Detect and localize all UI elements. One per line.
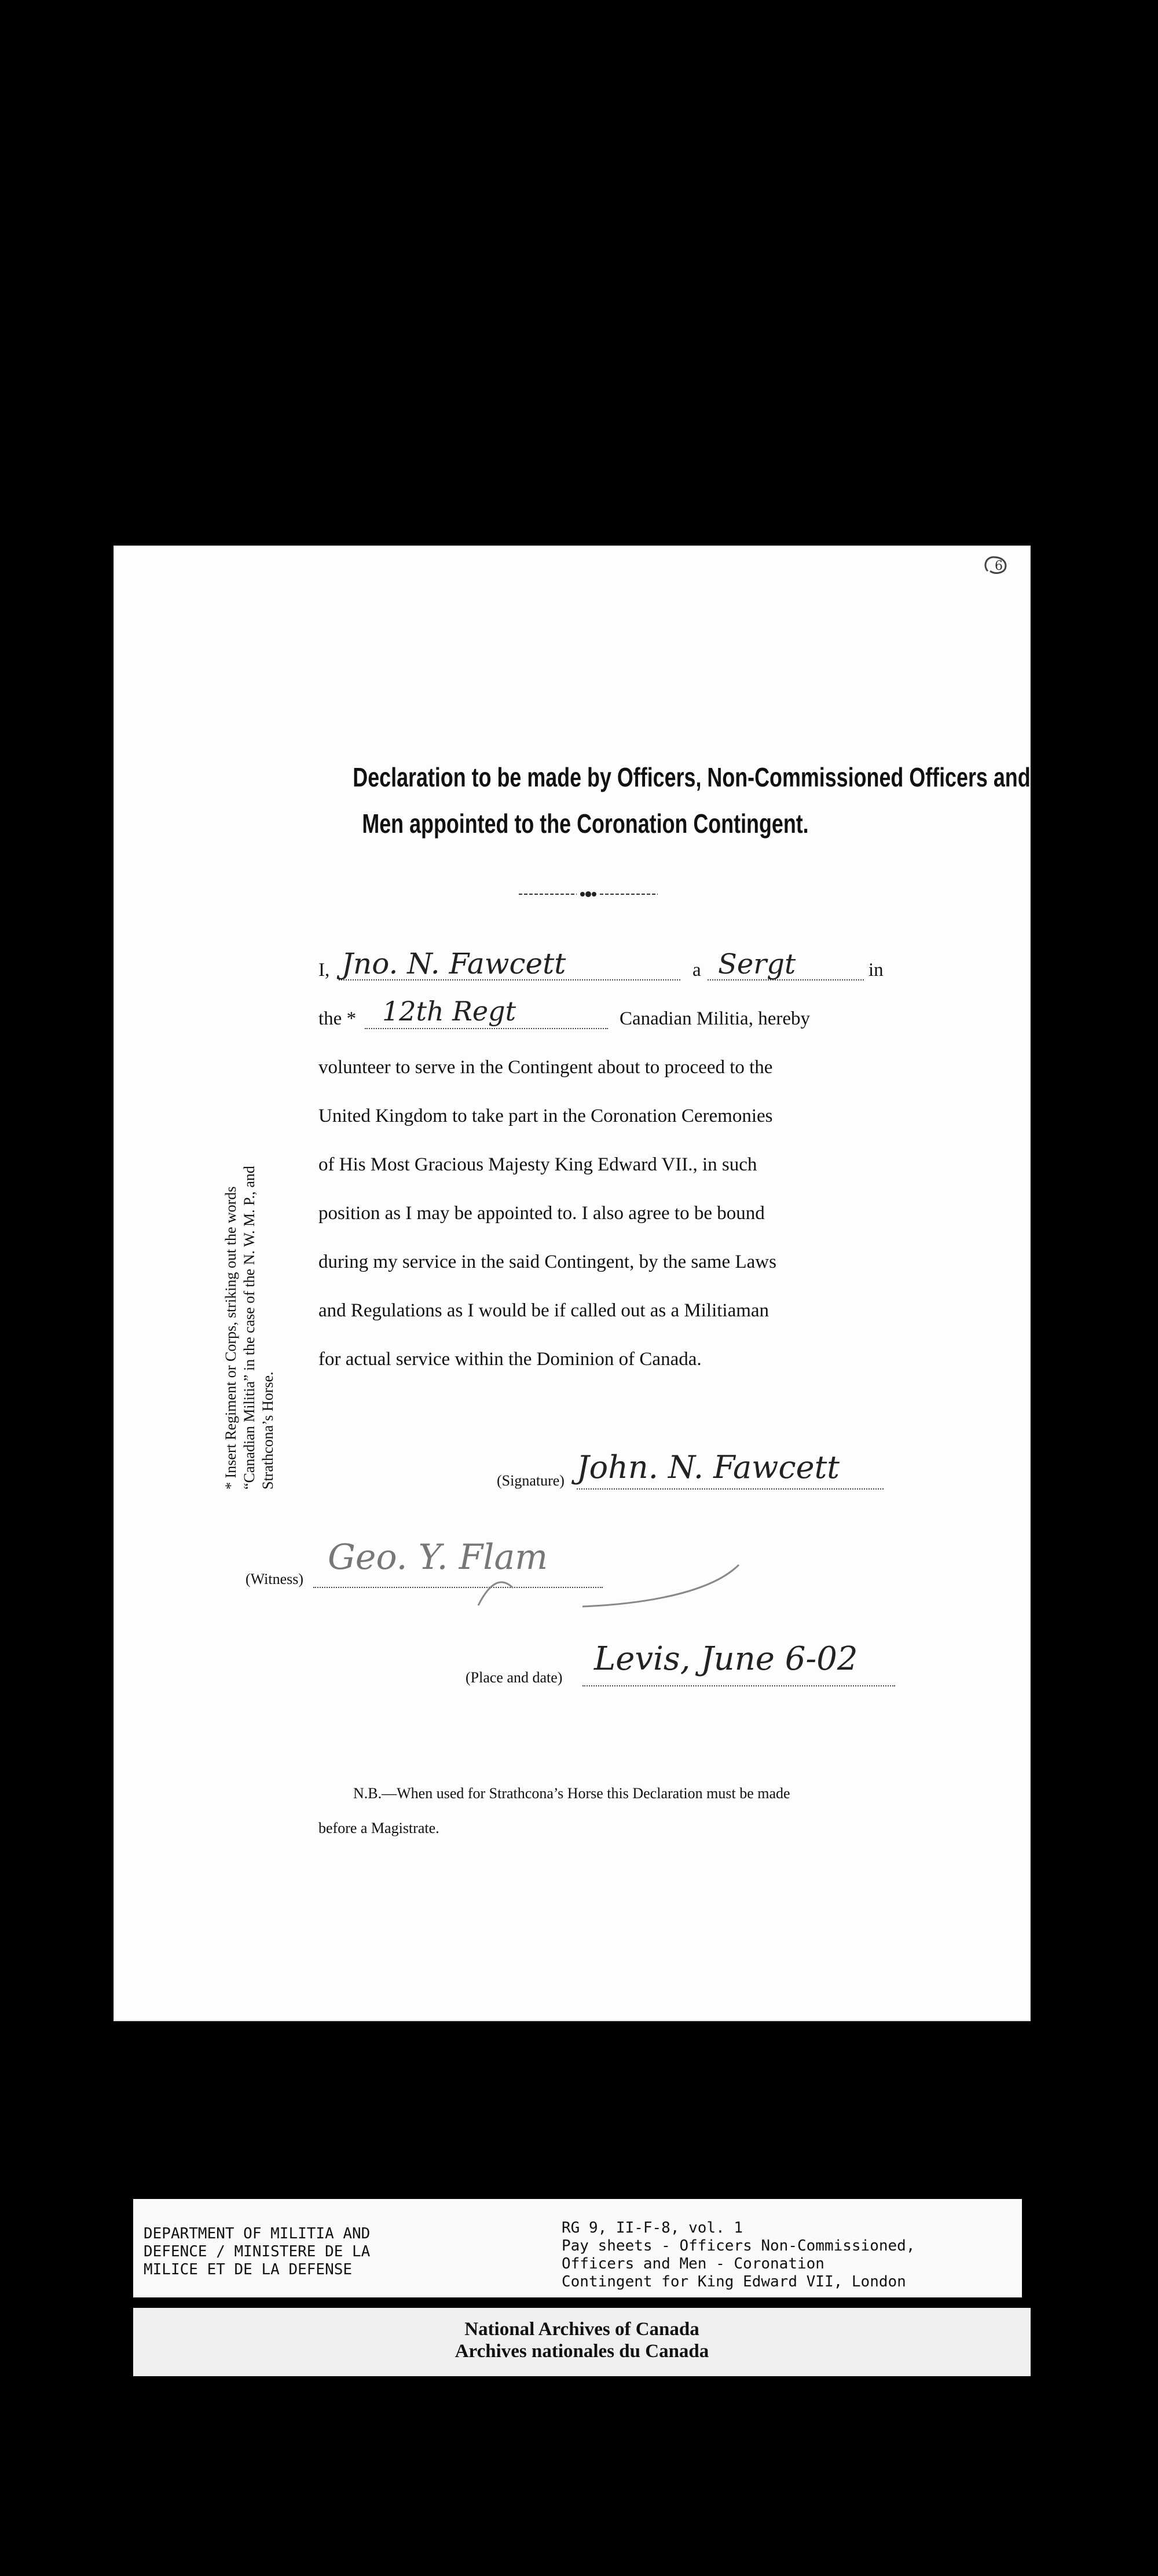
reference-line-1: RG 9, II-F-8, vol. 1: [562, 2219, 743, 2237]
declaration-line-7: during my service in the said Contingent, by the same Laws: [318, 1252, 776, 1272]
department-line-1: DEPARTMENT OF MILITIA AND: [144, 2225, 371, 2242]
place-date-label: (Place and date): [466, 1669, 563, 1686]
archive-reference-label: [133, 2199, 1022, 2297]
margin-note-line-1: * Insert Regiment or Corps, striking out the words: [222, 1186, 239, 1490]
handwritten-name: Jno. N. Fawcett: [342, 947, 566, 980]
margin-note: [222, 1073, 277, 1490]
declaration-article: a: [692, 960, 701, 980]
archive-banner-line-1: National Archives of Canada: [464, 2319, 699, 2340]
witness-label: (Witness): [245, 1571, 304, 1587]
handwritten-witness: Geo. Y. Flam: [328, 1537, 548, 1578]
signature-line: [577, 1488, 884, 1490]
declaration-after-regiment: Canadian Militia, hereby: [620, 1008, 810, 1029]
declaration-line-8: and Regulations as I would be if called out as a Militiaman: [318, 1300, 769, 1321]
reference-line-3: Officers and Men - Coronation: [562, 2255, 824, 2273]
signature-label: (Signature): [497, 1472, 565, 1489]
nota-bene-line-2: before a Magistrate.: [318, 1820, 439, 1836]
declaration-the: the *: [318, 1008, 357, 1029]
margin-note-line-3: Strathcona’s Horse.: [259, 1371, 276, 1490]
declaration-in: in: [868, 960, 884, 980]
reference-line-2: Pay sheets - Officers Non-Commissioned,: [562, 2237, 915, 2255]
declaration-pronoun: I,: [318, 960, 330, 980]
declaration-line-6: position as I may be appointed to. I also agree to be bound: [318, 1203, 765, 1224]
nota-bene-line-1: N.B.—When used for Strathcona’s Horse this Declaration must be made: [353, 1785, 790, 1802]
divider-ornament-icon: [519, 888, 658, 900]
nota-bene: [318, 1776, 897, 1846]
witness-flourish-icon: [467, 1542, 814, 1611]
place-date-line: [582, 1685, 895, 1686]
archive-banner: [133, 2308, 1031, 2376]
reference-text: [562, 2219, 915, 2291]
department-line-2: DEFENCE / MINISTERE DE LA: [144, 2243, 371, 2260]
title-line-2: Men appointed to the Coronation Contingent.: [362, 808, 809, 839]
regiment-field-line: [365, 1028, 608, 1029]
reference-line-4: Contingent for King Edward VII, London: [562, 2273, 906, 2290]
declaration-line-9: for actual service within the Dominion of Canada.: [318, 1349, 702, 1370]
archive-banner-line-2: Archives nationales du Canada: [455, 2341, 709, 2362]
page-number-text: 6: [995, 559, 1003, 573]
page-number-mark: [982, 554, 1013, 577]
handwritten-regiment: 12th Regt: [382, 996, 516, 1027]
department-text: [144, 2225, 370, 2279]
department-line-3: MILICE ET DE LA DEFENSE: [144, 2261, 353, 2278]
title-line-1: Declaration to be made by Officers, Non-Commissioned Officers and: [353, 762, 1031, 792]
margin-note-line-2: “Canadian Militia” in the case of the N. W. M. P., and: [241, 1166, 258, 1490]
handwritten-signature: John. N. Fawcett: [577, 1449, 840, 1485]
declaration-line-5: of His Most Gracious Majesty King Edward VII., in such: [318, 1154, 757, 1175]
handwritten-place-date: Levis, June 6-02: [594, 1640, 858, 1678]
declaration-line-4: United Kingdom to take part in the Coronation Ceremonies: [318, 1106, 773, 1126]
page-title: [353, 754, 1031, 847]
document-page: [113, 546, 1031, 2021]
declaration-line-3: volunteer to serve in the Contingent about to proceed to the: [318, 1057, 773, 1078]
handwritten-rank: Sergt: [718, 948, 796, 980]
